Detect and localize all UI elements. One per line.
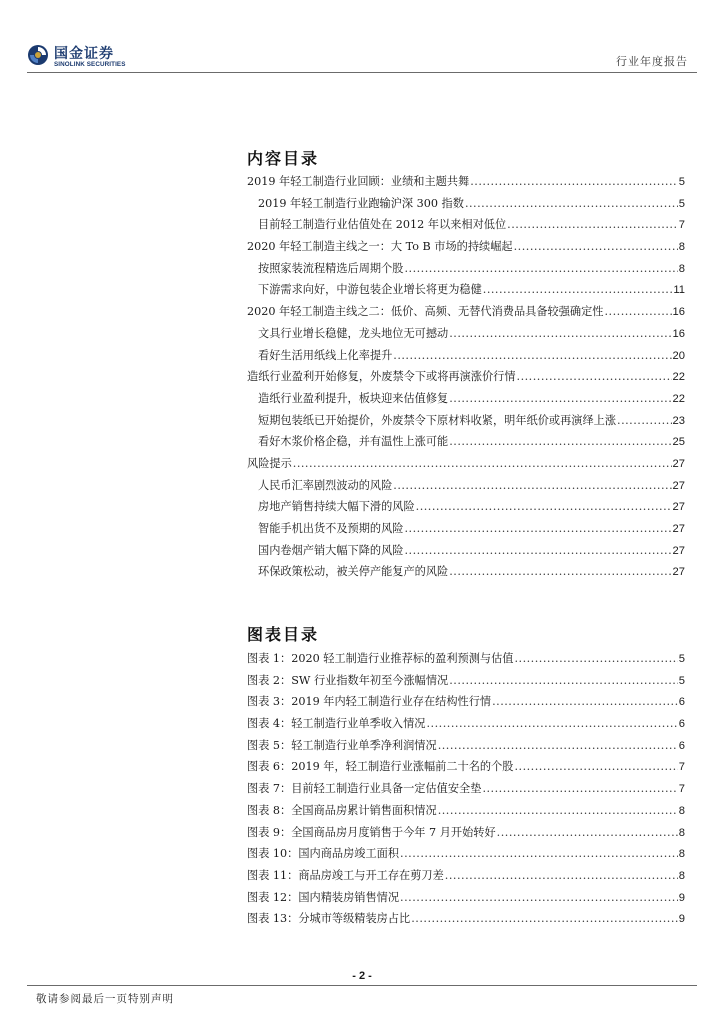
dot-leader [604,301,671,323]
figure-entry-page: 8 [678,848,685,861]
figure-entry-label: 图表 3：2019 年内轻工制造行业存在结构性行情 [247,695,492,709]
toc-entry-page: 16 [672,306,685,319]
figure-entry-page: 8 [678,804,685,817]
toc-entry[interactable] [247,518,685,540]
figure-entry[interactable] [247,887,685,909]
page-header [0,0,724,80]
toc-entry-page: 27 [672,479,685,492]
dot-leader [465,193,678,215]
figure-entry-label: 图表 8：全国商品房累计销售面积情况 [247,803,437,817]
toc-entry-page: 8 [678,262,685,275]
toc-entry-label: 风险提示 [247,456,292,470]
toc-entry[interactable] [247,475,685,497]
toc-entry-page: 27 [672,457,685,470]
dot-leader [449,670,678,692]
figure-entry[interactable] [247,648,685,670]
dot-leader [449,561,671,583]
dot-leader [393,345,671,367]
dot-leader [393,475,671,497]
figure-entry-page: 8 [678,826,685,839]
toc-entry-page: 7 [678,219,685,232]
brand-logo [27,42,137,72]
dot-leader [438,800,678,822]
toc-entry-label: 2019 年轻工制造行业回顾：业绩和主题共舞 [247,175,470,188]
figure-entry-page: 6 [678,696,685,709]
figure-entry-page: 7 [678,783,685,796]
toc-entry-label: 房地产销售持续大幅下滑的风险 [258,500,415,514]
figure-entry[interactable] [247,691,685,713]
figure-entry-page: 5 [678,674,685,687]
figure-entry-label: 图表 4：轻工制造行业单季收入情况 [247,717,426,731]
toc-entry-label: 目前轻工制造行业估值处在 2012 年以来相对低位 [258,218,507,232]
toc-entry-page: 5 [678,197,685,210]
figure-entry[interactable] [247,908,685,930]
toc-entry-label: 下游需求向好，中游包装企业增长将更为稳健 [258,283,482,297]
dot-leader [400,887,678,909]
toc-entry-label: 国内卷烟产销大幅下降的风险 [258,543,404,557]
toc-entry[interactable] [247,496,685,518]
toc-entry[interactable] [247,540,685,562]
figure-entry-label: 图表 6：2019 年，轻工制造行业涨幅前二十名的个股 [247,760,514,774]
toc-entry[interactable] [247,345,685,367]
dot-leader [438,735,678,757]
dot-leader [483,279,673,301]
dot-leader [482,778,677,800]
figure-entry[interactable] [247,670,685,692]
toc-entry[interactable] [247,366,685,388]
toc-entry-page: 11 [673,284,685,297]
footer-divider [27,985,697,986]
toc-entry-page: 5 [678,176,685,188]
figure-entry[interactable] [247,778,685,800]
figure-entry-label: 图表 7：目前轻工制造行业具备一定估值安全垫 [247,782,482,796]
figure-entry-page: 9 [678,913,685,926]
toc-entry[interactable] [247,388,685,410]
dot-leader [293,453,672,475]
figures-list [247,648,685,930]
toc-entry[interactable] [247,236,685,258]
toc-entry-label: 造纸行业盈利开始修复，外废禁令下或将再演涨价行情 [247,370,516,384]
toc-entry-label: 环保政策松动，被关停产能复产的风险 [258,565,449,579]
figure-entry[interactable] [247,865,685,887]
toc-entry[interactable] [247,301,685,323]
figure-entry[interactable] [247,713,685,735]
figure-entry-label: 图表 13：分城市等级精装房占比 [247,912,411,926]
toc-entry[interactable] [247,193,685,215]
toc-entry-label: 造纸行业盈利提升，板块迎来估值修复 [258,391,449,405]
dot-leader [404,518,671,540]
figure-entry-label: 图表 12：国内精装房销售情况 [247,890,400,904]
toc-entry-page: 27 [672,501,685,514]
toc-entry-label: 智能手机出货不及预期的风险 [258,522,404,535]
dot-leader [449,431,671,453]
toc-entry-label: 按照家装流程精选后周期个股 [258,261,404,275]
dot-leader [449,388,671,410]
toc-entry-label: 2019 年轻工制造行业跑输沪深 300 指数 [258,196,464,210]
dot-leader [514,756,677,778]
toc-entry-page: 23 [672,414,685,427]
dot-leader [617,410,672,432]
dot-leader [404,258,677,280]
toc-entry-page: 16 [672,327,685,340]
toc-entry-label: 2020 年轻工制造主线之二：低价、高频、无替代消费品具备较强确定性 [247,305,604,319]
dot-leader [416,496,672,518]
figure-entry-page: 8 [678,869,685,882]
toc-entry[interactable] [247,561,685,583]
figure-entry-label: 图表 11：商品房竣工与开工存在剪刀差 [247,868,444,882]
toc-entry-page: 27 [672,544,685,557]
disclaimer-note: 敬请参阅最后一页特别声明 [36,993,174,1005]
toc-entry-page: 27 [672,523,685,535]
toc-entry-label: 文具行业增长稳健，龙头地位无可撼动 [258,326,449,340]
toc-entry[interactable] [247,431,685,453]
dot-leader [445,865,678,887]
toc-entry-label: 2020 年轻工制造主线之一：大 To B 市场的持续崛起 [247,240,513,254]
toc-entry[interactable] [247,410,685,432]
figure-entry-label: 图表 10：国内商品房竣工面积 [247,847,400,861]
figure-entry-label: 图表 5：轻工制造行业单季净利润情况 [247,738,437,752]
figure-entry-page: 5 [678,653,685,665]
figure-entry[interactable] [247,843,685,865]
page-number: - 2 - [352,970,372,982]
dot-leader [400,843,678,865]
toc-entry-page: 27 [672,566,685,579]
figure-entry[interactable] [247,756,685,778]
figure-entry-page: 6 [678,739,685,752]
dot-leader [507,214,678,236]
dot-leader [492,691,678,713]
brand-name-cn: 国金证券 [54,46,114,62]
figures-title: 图表目录 [247,625,320,644]
dot-leader [427,713,678,735]
dot-leader [449,323,671,345]
figure-entry[interactable] [247,735,685,757]
header-divider [27,72,697,73]
figure-entry-page: 9 [678,891,685,904]
figure-entry[interactable] [247,800,685,822]
toc-entry-page: 20 [672,349,685,362]
contents-list [247,171,685,583]
toc-entry-page: 8 [678,241,685,254]
figure-entry-page: 7 [678,761,685,774]
toc-entry[interactable] [247,453,685,475]
toc-entry-page: 22 [672,371,685,384]
dot-leader [411,908,678,930]
figure-entry-label: 图表 9：全国商品房月度销售于今年 7 月开始转好 [247,825,496,839]
dot-leader [470,171,678,193]
toc-entry-page: 25 [672,436,685,449]
contents-title: 内容目录 [247,149,320,168]
dot-leader [517,366,672,388]
figure-entry-label: 图表 2：SW 行业指数年初至今涨幅情况 [247,673,449,687]
toc-entry-label: 短期包装纸已开始提价，外废禁令下原材料收紧，明年纸价或再演绎上涨 [258,413,617,427]
dot-leader [514,236,678,258]
toc-entry[interactable] [247,214,685,236]
brand-name-en: SINOLINK SECURITIES [54,61,126,68]
sinolink-logo-icon [27,44,49,66]
dot-leader [514,648,677,670]
toc-entry-label: 看好木浆价格企稳，并有温性上涨可能 [258,435,449,449]
toc-entry[interactable] [247,171,685,193]
figure-entry-label: 图表 1：2020 轻工制造行业推荐标的盈利预测与估值 [247,652,514,665]
report-type-label: 行业年度报告 [616,55,688,68]
toc-entry-label: 人民币汇率剧烈波动的风险 [258,478,393,492]
dot-leader [404,540,671,562]
toc-entry[interactable] [247,258,685,280]
toc-entry-page: 22 [672,392,685,405]
toc-entry-label: 看好生活用纸线上化率提升 [258,348,393,362]
dot-leader [497,822,678,844]
figure-entry[interactable] [247,822,685,844]
toc-entry[interactable] [247,323,685,345]
figure-entry-page: 6 [678,718,685,731]
toc-entry[interactable] [247,279,685,301]
